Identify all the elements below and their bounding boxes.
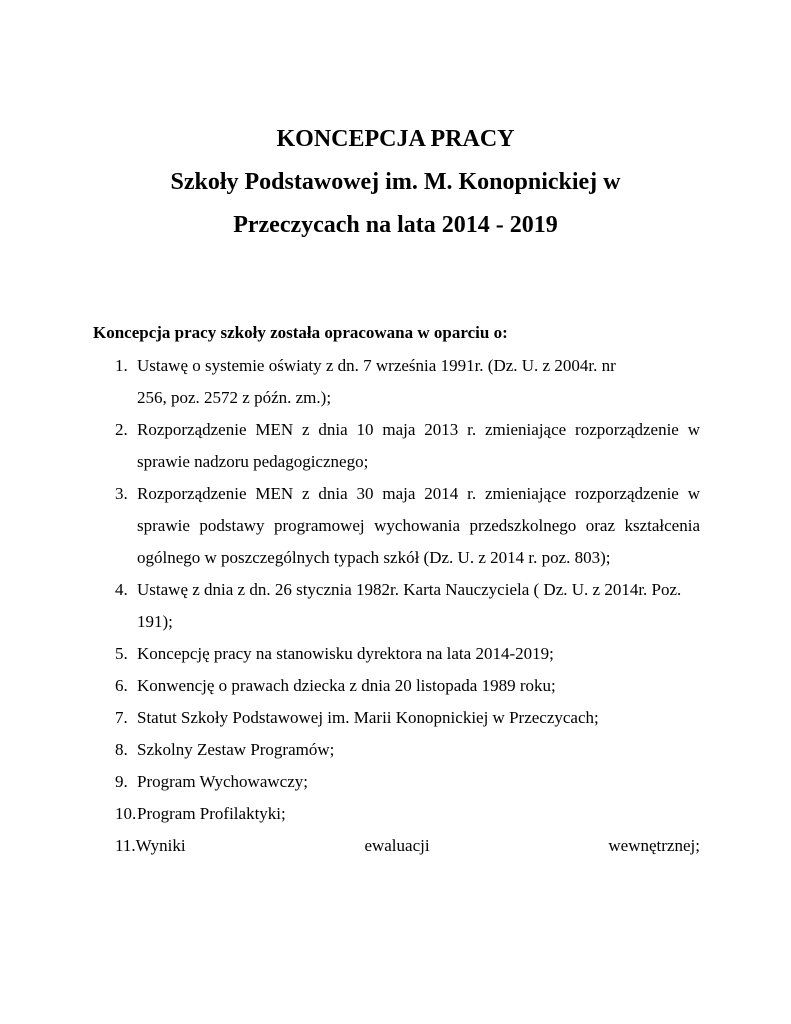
list-item — [115, 638, 700, 670]
list-item-number: 11. — [115, 836, 136, 855]
list-item-text: Statut Szkoły Podstawowej im. Marii Konopnickiej w Przeczycach; — [137, 708, 599, 727]
list-item-word: Wyniki — [135, 836, 186, 855]
list-item-number: 3. — [115, 484, 128, 503]
list-item-number: 7. — [115, 708, 128, 727]
list-item — [115, 670, 700, 702]
list-item-text: Program Wychowawczy; — [137, 772, 308, 791]
basis-list — [115, 350, 700, 862]
list-item-number: 4. — [115, 580, 128, 599]
list-item-word: wewnętrznej; — [608, 836, 700, 855]
list-item — [115, 702, 700, 734]
list-item — [115, 830, 700, 862]
title-line-3: Przeczycach na lata 2014 - 2019 — [233, 212, 558, 238]
list-item-text: Rozporządzenie MEN z dnia 10 maja 2013 r. zmieniające rozporządzenie w sprawie nadzoru pedagogicznego; — [137, 420, 700, 471]
list-item-number: 10. — [115, 804, 137, 823]
list-item-word: ewaluacji — [364, 836, 430, 855]
list-item-number: 5. — [115, 644, 128, 663]
list-item-number: 6. — [115, 676, 128, 695]
list-item-text: Ustawę z dnia z dn. 26 stycznia 1982r. Karta Nauczyciela ( Dz. U. z 2014r. Poz. 191); — [137, 580, 682, 631]
list-item — [115, 478, 700, 574]
list-item — [115, 766, 700, 798]
intro-heading: Koncepcja pracy szkoły została opracowana w oparciu o: — [93, 323, 508, 342]
list-item-text: Ustawę o systemie oświaty z dn. 7 września 1991r. (Dz. U. z 2004r. nr 256, poz. 2572 z późn. zm.); — [137, 356, 616, 407]
list-item-text: Szkolny Zestaw Programów; — [137, 740, 335, 759]
title-line-1: KONCEPCJA PRACY — [276, 126, 515, 152]
title-line-2: Szkoły Podstawowej im. M. Konopnickiej w — [170, 169, 621, 195]
list-item-text: Rozporządzenie MEN z dnia 30 maja 2014 r. zmieniające rozporządzenie w sprawie podstawy programowej wychowania przedszkolnego oraz kształcenia ogólnego w poszczególnych typach szkół (Dz. U. z 2014 r. poz. 803); — [137, 484, 700, 567]
list-item-text: Konwencję o prawach dziecka z dnia 20 listopada 1989 roku; — [137, 676, 556, 695]
list-item-text: Program Profilaktyki; — [137, 804, 286, 823]
list-item — [115, 798, 700, 830]
list-item — [115, 414, 700, 478]
list-item — [115, 734, 700, 766]
document-title — [0, 118, 791, 247]
list-item — [115, 574, 700, 638]
list-item-number: 9. — [115, 772, 128, 791]
list-item-first-word — [115, 830, 186, 862]
list-item-number: 1. — [115, 356, 128, 375]
list-item-number: 2. — [115, 420, 128, 439]
list-item-number: 8. — [115, 740, 128, 759]
list-item — [115, 350, 700, 414]
list-item-text: Koncepcję pracy na stanowisku dyrektora na lata 2014-2019; — [137, 644, 554, 663]
